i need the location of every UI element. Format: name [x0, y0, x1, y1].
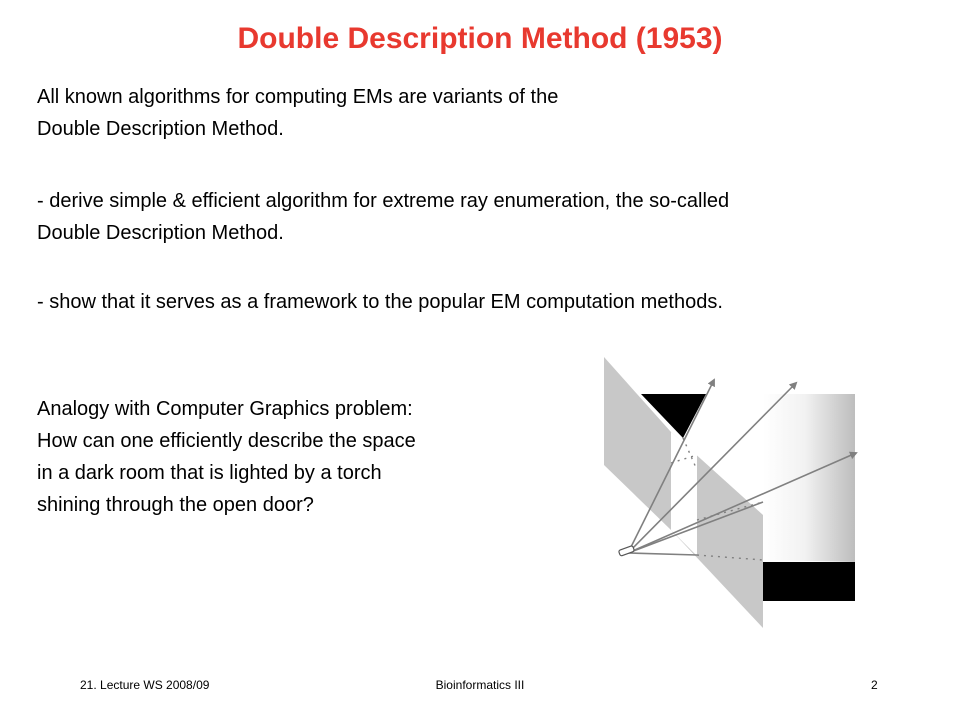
bullet-derive-line-1: - derive simple & efficient algorithm for extreme ray enumeration, the so-called	[37, 190, 730, 212]
shadow-bottom	[763, 562, 855, 601]
bullet-framework	[37, 286, 723, 318]
bullet-framework-line-1: - show that it serves as a framework to the popular EM computation methods.	[37, 291, 723, 313]
analogy-line-4: shining through the open door?	[37, 494, 314, 516]
torch-door-illustration	[600, 350, 870, 640]
bullet-derive-line-2: Double Description Method.	[37, 222, 284, 244]
door-opening	[671, 432, 697, 556]
analogy-paragraph	[37, 393, 416, 521]
bullet-derive	[37, 185, 729, 249]
intro-paragraph	[37, 81, 558, 145]
intro-line-1: All known algorithms for computing EMs are variants of the	[37, 86, 559, 108]
footer-course: Bioinformatics III	[435, 678, 525, 692]
footer-page-number: 2	[871, 678, 878, 692]
analogy-line-3: in a dark room that is lighted by a torch	[37, 462, 382, 484]
door-plane	[604, 357, 671, 530]
analogy-line-2: How can one efficiently describe the space	[37, 430, 416, 452]
slide-title: Double Description Method (1953)	[237, 22, 723, 55]
footer-lecture: 21. Lecture WS 2008/09	[80, 678, 210, 692]
back-wall-lit-region	[763, 394, 855, 562]
analogy-line-1: Analogy with Computer Graphics problem:	[37, 398, 413, 420]
light-ray-5	[628, 553, 697, 555]
torch-icon	[618, 545, 634, 556]
intro-line-2: Double Description Method.	[37, 118, 284, 140]
